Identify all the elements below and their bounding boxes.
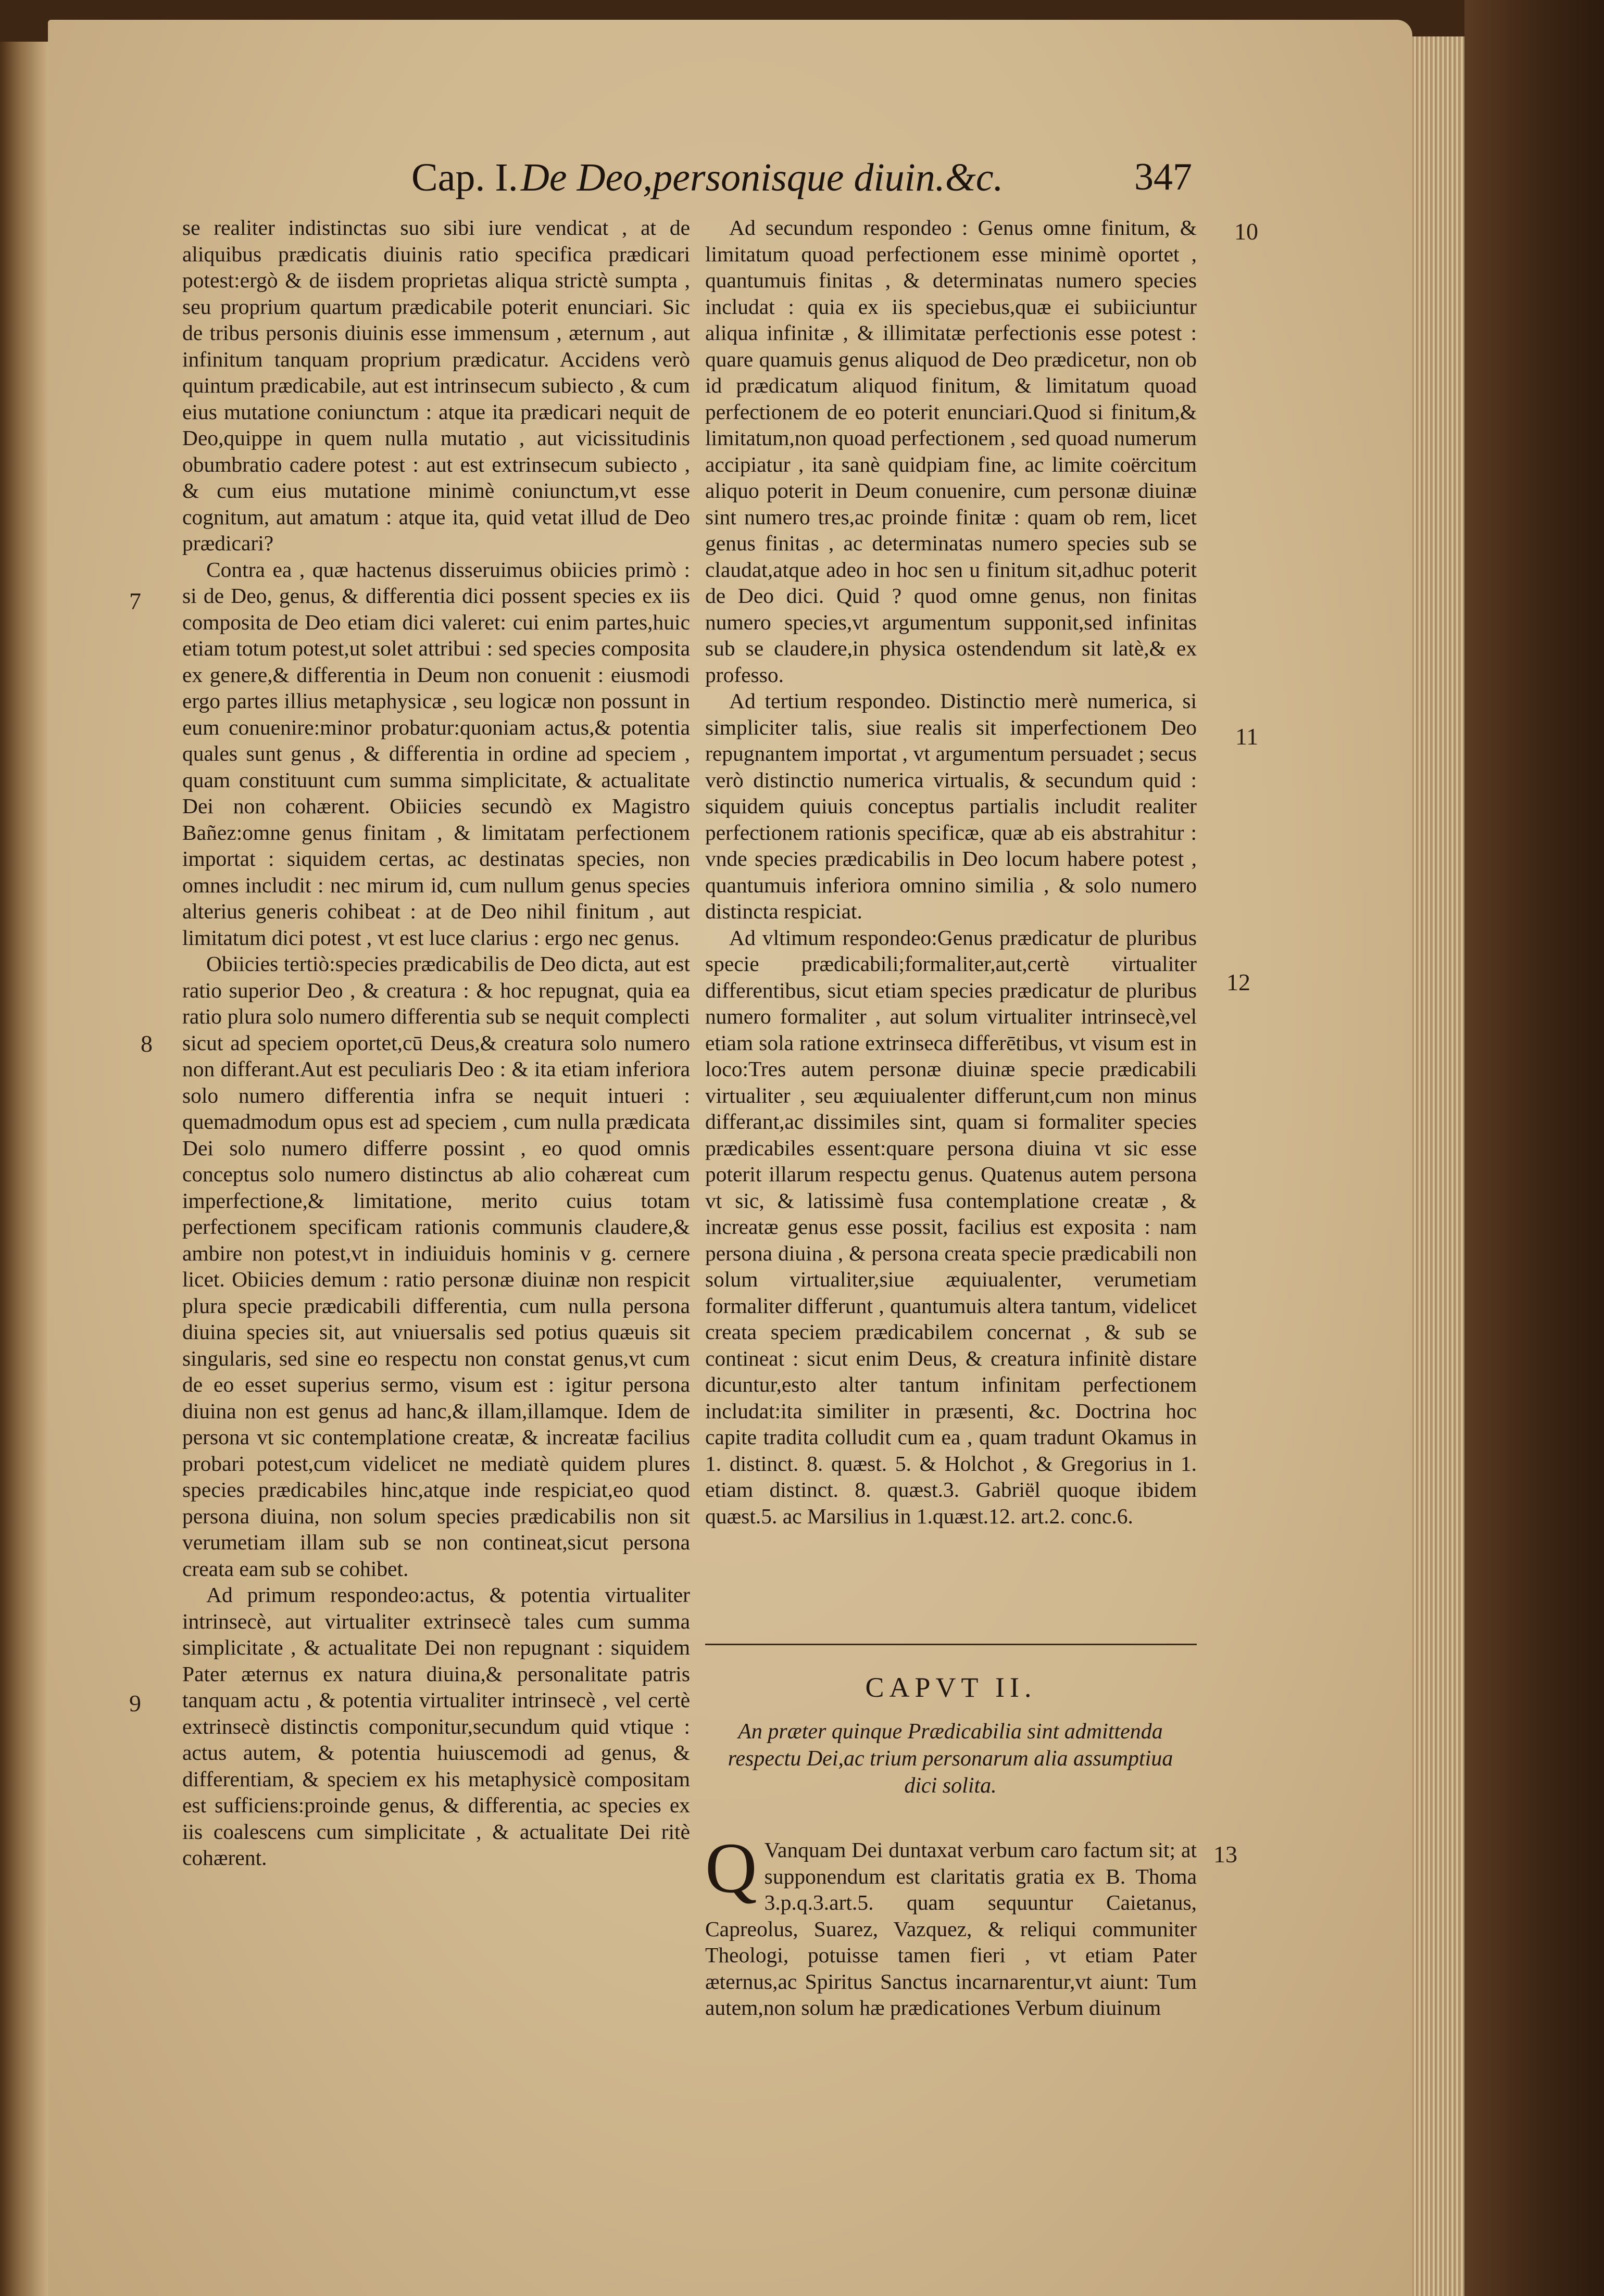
margin-number-7: 7 — [129, 588, 141, 614]
running-head — [411, 151, 1193, 208]
right-paragraph: Ad vltimum respondeo:Genus prædicatur de pluribus specie prædicabili;formaliter,aut,certè virtualiter differentibus, sicut etiam species prædicatur de pluribus numero formaliter , aut solum virtualiter intrinsecè,vel etiam sola ratione extrinseca differētibus, vt visum est in loco:Tres autem personæ diuinæ specie prædicabili virtualiter , seu æquiualenter differunt,cum non minus differant,ac dissimiles sint, quam si formaliter species prædicabiles essent:quare persona diuina vt sic esse poterit illarum respectu genus. Quatenus autem persona vt sic, & latissimè fusa contemplatione creatæ , & increatæ genus esse possit, facilius est exposita : nam persona diuina , & persona creata specie prædicabili non solum virtualiter,siue æquiualenter, verumetiam formaliter differunt , quantumuis altera tantum, videlicet creata speciem prædicabilem concernat , & sub se contineat : sicut enim Deus, & creatura infinitè distare dicuntur,esto alter tantum infinitam perfectionem includat:ita similiter in præsenti, &c. Doctrina hoc capite tradita colludit cum ea , quam tradunt Okamus in 1. distinct. 8. quæst. 5. & Holchot , & Gregorius in 1. etiam distinct. 8. quæst.3. Gabriël quoque ibidem quæst.5. ac Marsilius in 1.quæst.12. art.2. conc.6. — [705, 925, 1197, 1528]
chapter-body — [705, 1828, 1197, 2021]
margin-number-12: 12 — [1226, 969, 1250, 995]
book-cover-edge — [1464, 0, 1604, 2296]
left-paragraph: Obiicies tertiò:species prædicabilis de Deo dicta, aut est ratio superior Deo , & creatura : & hoc repugnat, quia ea ratio plura solo numero differentia sub se nequit complecti sicut ad speciem oportet,cū Deus,& creatura solo numero non differant.Aut est peculiaris Deo : & ita etiam inferiora solo numero differentia infra se nequit intueri : quemadmodum opus est ad speciem , cum nulla prædicata Dei solo numero differre possint , eo quod omnis conceptus solo numero distinctus ab alio cohæreat cum imperfectione,& limitatione, merito cuius totam perfectionem specificam rationis communis claudere,& ambire non potest,vt in indiuiduis hominis v g. cernere licet. Obiicies demum : ratio personæ diuinæ non respicit plura specie prædicabili differentia, cum nulla persona diuina species sit, aut vniuersalis sed potius quæuis sit singularis, sed sine eo respectu non constat genus,vt cum de eo esset superius sermo, visum est : igitur persona diuina non est genus ad hanc,& illam,illamque. Idem de persona vt sic contemplatione creatæ, & increatæ facilius probari potest,cum videlicet ne mediatè quidem plures species prædicabiles hinc,atque inde respiciat,eo quod persona diuina, non solum species prædicabilis non sit verumetiam illam sub se non contineat,sicut persona creata eam sub se cohibet. — [182, 952, 690, 1581]
left-paragraph: se realiter indistinctas suo sibi iure vendicat , at de aliquibus prædicatis diuinis ratio specifica prædicari potest:ergò & de iisdem proprietas aliqua strictè sumpta , seu proprium quartum prædicabile poterit enunciari. Sic de tribus personis diuinis esse immensum , æternum , aut infinitum tanquam proprium prædicatur. Accidens verò quintum prædicabile, aut est intrinsecum subiecto , & cum eius mutatione coniunctum : atque ita prædicari nequit de Deo,quippe in quem nulla mutatio , aut vicissitudinis obumbratio cadere potest : aut est extrinsecum subiecto , & cum eius mutatione minimè coniunctum,vt esse cognitum, aut amatum : atque ita, quid vetat illud de Deo prædicari? — [182, 216, 690, 555]
page-edges — [1412, 36, 1464, 2296]
left-column — [182, 215, 690, 1871]
section-rule — [705, 1644, 1197, 1645]
chapter-heading: CAPVT II. — [865, 1672, 1037, 1703]
running-head-title: De Deo,personisque diuin.&c. — [521, 156, 1004, 199]
margin-number-8: 8 — [141, 1030, 153, 1057]
right-paragraph: Ad tertium respondeo. Distinctio merè numerica, si simpliciter talis, siue realis sit imperfectionem Deo repugnantem importat , vt argumentum persuadet ; secus verò distinctio numerica virtualis, & secundum quid : siquidem quiuis conceptus partialis includit realiter perfectionem rationis specificæ, quæ ab eis abstrahitur : vnde species prædicabilis in Deo locum habere potest , quantumuis inferiora omnino similia , & solo numero distincta respiciat. — [705, 689, 1197, 923]
right-paragraph: Ad secundum respondeo : Genus omne finitum, & limitatum quoad perfectionem esse minimè oportet , quantumuis finitas , & determinatas numero species includat : quia ex iis speciebus,quæ ei subiiciuntur aliqua infinitæ , & illimitatæ perfectionis esse potest : quare quamuis genus aliquod de Deo prædicetur, non ob id prædicatum aliquod finitum, & limitatum quoad perfectionem de eo poterit enunciari.Quod si finitum,& limitatum,non quoad perfectionem , sed quoad numerum accipiatur , ita sanè quidpiam fine, ac limite coërcitum aliquo poterit in Deum conuenire, cum personæ diuinæ sint numero tres,ac proinde finitæ : quam ob rem, licet genus finitas , ac determinatas numero species sub se claudat,atque adeo in hoc sen u finitum sit,adhuc poterit de Deo dici. Quid ? quod omne genus, non finitas numero species,vt argumentum supponit,sed infinitas sub se claudere,in physica ostendendum sit latè,& ex professo. — [705, 216, 1197, 687]
margin-number-9: 9 — [129, 1690, 141, 1717]
margin-number-11: 11 — [1235, 723, 1259, 750]
chapter-paragraph-text: Vanquam Dei duntaxat verbum caro factum sit; at supponendum est claritatis gratia ex B. Thoma 3.p.q.3.art.5. quam sequuntur Caietanus, Capreolus, Suarez, Vazquez, & reliqui communiter Theologi, potuisse tamen fieri , vt etiam Pater æternus,ac Spiritus Sanctus incarnarentur,vt aiunt: Tum autem,non solum hæ prædicationes Verbum diuinum — [705, 1838, 1197, 2020]
facing-page-edge — [0, 42, 48, 2296]
right-column — [705, 215, 1197, 1529]
margin-number-13: 13 — [1213, 1841, 1237, 1868]
page-number: 347 — [1134, 156, 1192, 198]
chapter-subtitle: An præter quinque Prædicabilia sint admittenda respectu Dei,ac trium personarum alia assumptiua dici solita. — [728, 1720, 1173, 1798]
left-paragraph: Contra ea , quæ hactenus disseruimus obiicies primò : si de Deo, genus, & differentia dici possent species ex iis composita de Deo etiam dici valeret: cui enim partes,huic etiam totum potest,ut solet attribui : sed species composita ex genere,& differentia in Deum non conuenit : eiusmodi ergo partes illius metaphysicæ , seu logicæ non possunt in eum conuenire:minor probatur:quoniam actus,& potentia quales sunt genus , & differentia in ordine ad speciem , quam constituunt cum summa simplicitate, & actualitate Dei non cohærent. Obiicies secundò ex Magistro Bañez:omne genus finitam , & limitatam perfectionem importat : siquidem certas, ac destinatas species, non omnes includit : nec mirum id, cum nullum genus species alterius generis cohibeat : at de Deo nihil finitum , aut limitatum dici potest , vt est luce clarius : ergo nec genus. — [182, 557, 690, 950]
running-head-chapter: Cap. I. — [411, 156, 518, 199]
margin-number-10: 10 — [1234, 218, 1258, 245]
drop-cap: Q — [705, 1828, 757, 1908]
left-paragraph: Ad primum respondeo:actus, & potentia virtualiter intrinsecè, aut virtualiter extrinsecè tales cum summa simplicitate , & actualitate Dei non repugnant : siquidem Pater æternus ex natura diuina,& personalitate patris tanquam actu , & potentia virtualiter intrinsecè , vel certè extrinsecè distinctis componitur,secundum quid vtique : actus autem, & potentia huiuscemodi ad genus, & differentiam, & speciem ex his metaphysicè compositam est sufficiens:proinde genus, & differentia, ac species ex iis coalescens cum simplicitate , & actualitate Dei ritè cohærent. — [182, 1583, 690, 1870]
chapter-paragraph — [705, 1828, 1197, 2021]
